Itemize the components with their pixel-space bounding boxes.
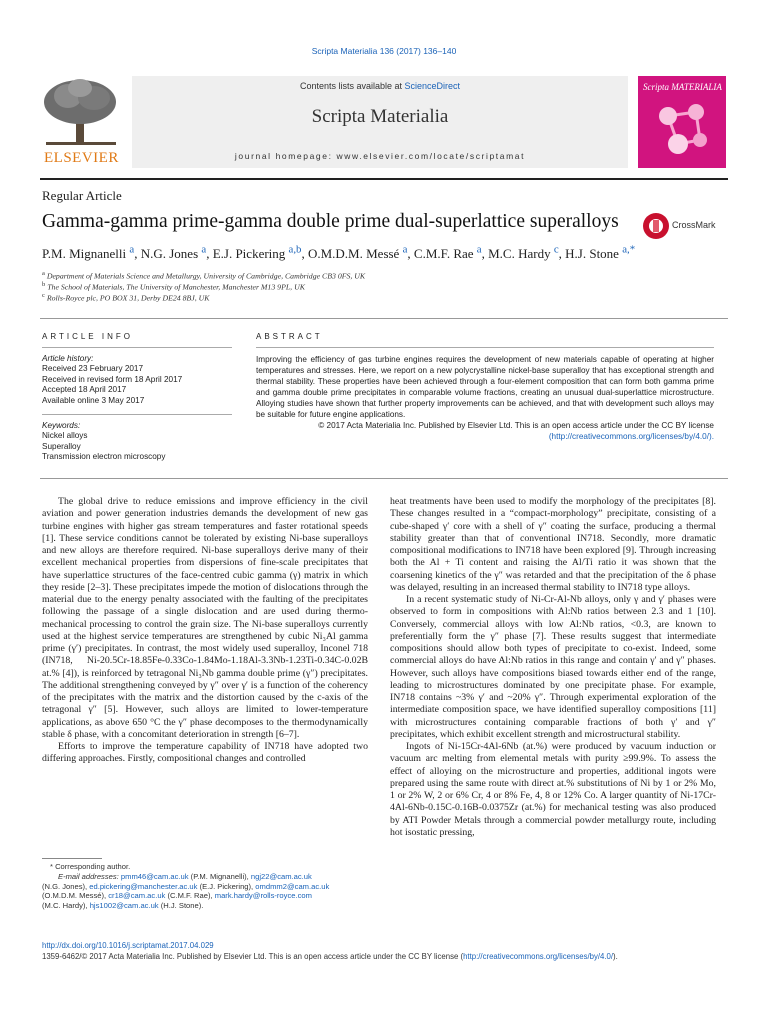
- author[interactable]: M.C. Hardy $^c$,: [488, 244, 566, 262]
- journal-banner: [132, 76, 628, 168]
- page-footer: [42, 940, 732, 962]
- body-paragraph: heat treatments have been used to modify the morphology of the precipitates [8]. These changes resulted in a “compact-morphology” precipitate, consisting of a cube-shaped γ′ core with a shell of γ″ coating the surface, producing a thermal stability greater than that of conventional IN718. Secondly, more dramatic compositional modifications to IN718 have been explored [9]. Through increasing both the Al + Ti content and raising the Al/Ti ratio it was shown that the coarsening kinetics of the γ″ was retarded and that the precipitation of the δ phase was delayed, resulting in an increased thermal stability to IN718 type alloys.: [390, 496, 716, 593]
- email-addresses-cont: (O.M.D.M. Messé), cr18@cam.ac.uk (C.M.F. Rae), mark.hardy@rolls-royce.com: [42, 891, 312, 901]
- affiliation: $^b$ The School of Materials, The University of Manchester, Manchester M13 9PL, UK: [42, 281, 305, 292]
- cover-title: Scripta MATERIALIA: [643, 82, 722, 92]
- corresponding-author: * Corresponding author.: [50, 862, 131, 871]
- email-link[interactable]: mark.hardy@rolls-royce.com: [214, 891, 312, 901]
- author[interactable]: C.M.F. Rae $^a$,: [413, 244, 489, 262]
- email-link[interactable]: cr18@cam.ac.uk: [108, 891, 166, 901]
- journal-reference[interactable]: [0, 46, 768, 56]
- keyword: Superalloy: [42, 441, 81, 451]
- email-label: E-mail addresses:: [58, 871, 119, 881]
- journal-reference-link[interactable]: Scripta Materialia 136 (2017) 136–140: [311, 46, 457, 56]
- divider: [42, 347, 232, 348]
- contents-line: [132, 81, 628, 91]
- affiliation: $^a$ Department of Materials Science and Metallurgy, University of Cambridge, Cambridge CB3 0FS, UK: [42, 270, 366, 281]
- author[interactable]: E.J. Pickering $^{a,b}$,: [212, 244, 308, 262]
- abstract-heading: ABSTRACT: [256, 332, 323, 341]
- doi-link[interactable]: http://dx.doi.org/10.1016/j.scriptamat.2017.04.029: [42, 941, 214, 950]
- author[interactable]: P.M. Mignanelli $^a$,: [42, 244, 141, 262]
- author[interactable]: O.M.D.M. Messé $^a$,: [307, 244, 414, 262]
- issn-line: 1359-6462/© 2017 Acta Materialia Inc. Published by Elsevier Ltd. This is an open access article under the CC BY license (http://creativecommons.org/licenses/by/4.0/).: [42, 952, 618, 961]
- footer-license-link[interactable]: http://creativecommons.org/licenses/by/4.0/: [463, 952, 614, 961]
- article-info: [42, 332, 232, 463]
- author-list: [42, 244, 732, 262]
- abstract-copyright: [256, 420, 714, 442]
- history-label: Article history:: [42, 354, 94, 363]
- footnote: [42, 862, 368, 911]
- footnote-rule: [42, 858, 102, 859]
- section-rule: [40, 318, 728, 319]
- body-paragraph: Efforts to improve the temperature capability of IN718 have adopted two differing approaches. Firstly, compositional changes and controlled: [42, 741, 368, 765]
- journal-cover-image: [638, 76, 726, 168]
- email-addresses-cont: (M.C. Hardy), hjs1002@cam.ac.uk (H.J. Stone).: [42, 901, 204, 911]
- article-info-heading: ARTICLE INFO: [42, 332, 133, 341]
- abstract-text: Improving the efficiency of gas turbine engines requires the development of new materials capable of operating at higher temperatures and stresses. Here, we report on a new polycrystalline nickel-base superalloy that has exceptional strength and thermal stability. These properties have been achieved through a four-element composition that can form both gamma prime and gamma double prime precipitates in comparable volume fractions, creating an unusual dual-superlattice microstructure. Alloying studies have shown that further property improvements can be achieved, and that with development such alloys may be suitable for future engine applications.: [256, 355, 714, 419]
- email-link[interactable]: pmm46@cam.ac.uk: [120, 871, 189, 881]
- history-item: Available online 3 May 2017: [42, 395, 145, 405]
- history-item: Accepted 18 April 2017: [42, 385, 127, 395]
- body-paragraph: In a recent systematic study of Ni-Cr-Al-Nb alloys, only γ and γ′ phases were observed to form in compositions with Al:Nb ratios between 2.3 and 1 [10]. Conversely, commercial alloys with low Al:Nb ratios, <0.3, are known to preferentially form the γ″ phase [7]. These results suggest that intermediate compositions should allow both types of precipitate to co-exist. Indeed, some commercial alloys do have Al:Nb ratios in this range and contain γ′ and γ″ phases. However, such alloys have compositions biased towards either end of the range, leading to microstructures dominated by one precipitate phase. For example, IN718 contains ~3% γ′ and ~20% γ″. Through experimental exploration of the intermediate composition space, we have identified superalloy compositions [11] with microstructures containing comparable fractions of both γ′ and γ″ precipitates, which exhibit excellent strength and microstructural stability.: [390, 594, 716, 740]
- crossmark-badge[interactable]: [642, 212, 734, 240]
- journal-header: [40, 76, 728, 172]
- journal-title: Scripta Materialia: [311, 106, 449, 127]
- journal-homepage[interactable]: journal homepage: www.elsevier.com/locate/scriptamat: [234, 151, 526, 161]
- publisher-wordmark: ELSEVIER: [44, 150, 119, 166]
- license-link[interactable]: (http://creativecommons.org/licenses/by/4.0/).: [548, 432, 714, 441]
- keywords-label: Keywords:: [42, 421, 81, 431]
- history-item: Received in revised form 18 April 2017: [42, 374, 183, 384]
- divider: [256, 347, 714, 348]
- header-rule: [40, 178, 728, 180]
- crossmark-label: CrossMark: [672, 220, 716, 230]
- email-addresses-cont: (N.G. Jones), ed.pickering@manchester.ac.uk (E.J. Pickering), omdmm2@cam.ac.uk: [42, 881, 330, 891]
- affiliation: $^c$ Rolls-Royce plc, PO BOX 31, Derby DE24 8BJ, UK: [42, 292, 210, 303]
- email-link[interactable]: omdmm2@cam.ac.uk: [255, 881, 330, 891]
- email-link[interactable]: ed.pickering@manchester.ac.uk: [89, 881, 198, 891]
- body-paragraph: Ingots of Ni-15Cr-4Al-6Nb (at.%) were produced by vacuum induction or vacuum arc melting from elemental metals with purity ≥99.9%. To assess the effect of alloying on the microstructure and properties, additional ingots were prepared using the same route with direct at.% substitutions of Ni by 1 or 2% Mo, 1 or 2% W, 2 or 6% Cr, 4 or 8% Fe, 4, 8 or 12% Co. A larger quantity of Ni-17Cr-4Al-6Nb-0.15C-0.16B-0.0375Zr (at.%) for mechanical testing was also produced by ATI Powder Metals through a commercial powder metallurgy route, including hot isostatic pressing,: [390, 741, 716, 838]
- divider: [42, 414, 232, 415]
- keyword: Transmission electron microscopy: [42, 452, 166, 462]
- abstract: [256, 332, 714, 442]
- article-type: Regular Article: [42, 188, 122, 203]
- email-addresses: E-mail addresses: pmm46@cam.ac.uk (P.M. Mignanelli), ngj22@cam.ac.uk: [58, 871, 312, 881]
- body-left-column: [42, 496, 368, 766]
- section-rule: [40, 478, 728, 479]
- copyright-text: © 2017 Acta Materialia Inc. Published by Elsevier Ltd. This is an open access article under the CC BY license: [318, 421, 714, 430]
- keyword: Nickel alloys: [42, 431, 88, 441]
- body-right-column: [390, 496, 716, 839]
- contents-prefix: Contents lists available at: [299, 81, 405, 91]
- body-paragraph: The global drive to reduce emissions and improve efficiency in the civil aviation and power generation industries demands the development of new gas turbine engines with higher gas stream temperatures and faster rotational speeds [1]. These service conditions cannot be tolerated by existing Ni-base superalloys and new alloys are therefore required. Ni-base superalloys derive many of their excellent mechanical properties from dispersions of fine-scale precipitates that have superlattice structures of the face-centred cubic gamma (γ) matrix in which they reside [2–3]. These precipitates impede the motion of dislocations through the material due to the energy penalty associated with the faulting of the precipitates following the passage of a single dislocation and are used during thermo-mechanical processing to control the grain size. The Ni-base superalloys currently used at the highest service temperatures are strengthened by cubic Ni₃Al gamma prime (γ′) precipitates. In contrast, the most widely used superalloy, Inconel 718 (IN718, Ni-20.5Cr-18.85Fe-0.33Co-1.84Mo-1.18Al-3.3Nb-1.23Ti-0.34C-0.02B at.% [4]), is reinforced by tetragonal Ni₃Nb gamma double prime (γ″) precipitates. The additional strengthening conveyed by γ″ over γ′ is a function of the coherency of the precipitates with the matrix and the distortion caused by the c-axis of the tetragonal γ″ [5]. However, such alloys are limited to lower-temperature applications, as above 650 °C the γ″ phase decomposes to the thermodynamically stable δ phase, with a concomitant deterioration in strength [6–7].: [42, 496, 368, 740]
- article-title: Gamma-gamma prime-gamma double prime dual-superlattice superalloys: [42, 211, 619, 232]
- elsevier-tree-logo: [40, 76, 122, 168]
- author[interactable]: N.G. Jones $^a$,: [140, 244, 213, 262]
- author[interactable]: H.J. Stone $^{a,*}$: [565, 244, 636, 262]
- history-item: Received 23 February 2017: [42, 364, 144, 374]
- email-link[interactable]: ngj22@cam.ac.uk: [250, 871, 312, 881]
- email-link[interactable]: hjs1002@cam.ac.uk: [89, 901, 159, 911]
- sciencedirect-link[interactable]: ScienceDirect: [404, 81, 461, 91]
